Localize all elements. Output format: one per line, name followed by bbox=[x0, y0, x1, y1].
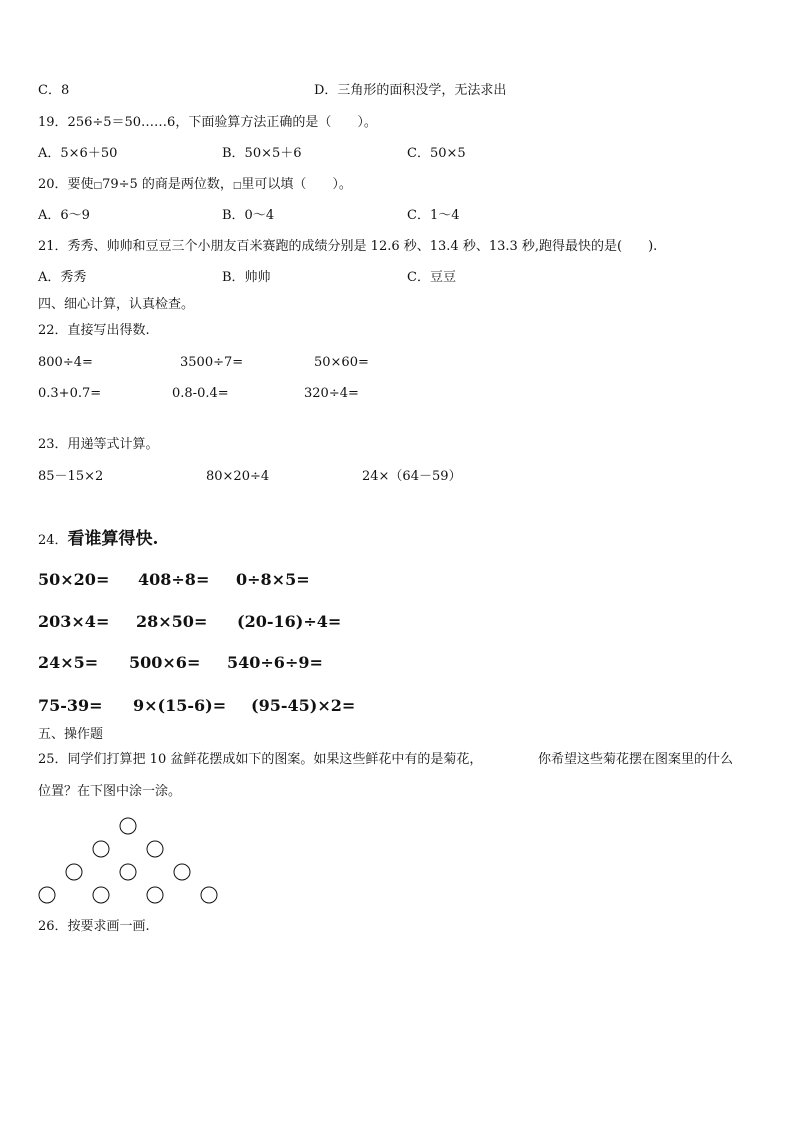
q24-title: 看谁算得快. bbox=[67, 529, 159, 549]
q20-stem-prefix: 20．要使 bbox=[38, 177, 94, 192]
blank-box-icon: □ bbox=[232, 181, 242, 191]
q24-number: 24． bbox=[38, 533, 68, 548]
q20-option-a: A．6～9 bbox=[38, 208, 90, 223]
q20-option-b: B．0～4 bbox=[222, 208, 275, 223]
flower-circle[interactable] bbox=[147, 841, 163, 857]
q20-option-c: C．1～4 bbox=[407, 208, 460, 223]
q23-item: 24×（64－59） bbox=[362, 469, 462, 484]
q24-item: 540÷6÷9= bbox=[227, 653, 323, 672]
blank-box-icon: □ bbox=[93, 181, 103, 191]
section-5-title: 五、操作题 bbox=[38, 727, 104, 742]
q18-option-c: C．8 bbox=[38, 83, 70, 98]
q23-item: 85－15×2 bbox=[38, 469, 104, 484]
flower-circle[interactable] bbox=[147, 887, 163, 903]
flower-circle[interactable] bbox=[120, 818, 136, 834]
q22-stem: 22．直接写出得数. bbox=[38, 323, 150, 338]
flower-circle[interactable] bbox=[39, 887, 55, 903]
q19-option-b: B．50×5＋6 bbox=[222, 146, 302, 161]
q24-item: (20-16)÷4= bbox=[237, 612, 342, 631]
q19-stem: 19．256÷5＝50……6，下面验算方法正确的是（ ）。 bbox=[38, 115, 377, 130]
q22-item: 320÷4= bbox=[304, 386, 359, 401]
q24-item: 9×(15-6)= bbox=[133, 696, 227, 715]
flower-circle[interactable] bbox=[201, 887, 217, 903]
q24-item: 75-39= bbox=[38, 696, 103, 715]
q25-text-line1b: 你希望这些菊花摆在图案里的什么 bbox=[538, 752, 734, 767]
q26-stem: 26．按要求画一画. bbox=[38, 919, 150, 934]
q23-stem: 23．用递等式计算。 bbox=[38, 437, 159, 452]
q24-item: 50×20= bbox=[38, 570, 110, 589]
q24-item: 28×50= bbox=[136, 612, 208, 631]
flower-circle[interactable] bbox=[93, 841, 109, 857]
q21-option-a: A．秀秀 bbox=[38, 270, 87, 285]
q20-stem-suffix: 里可以填（ ）。 bbox=[241, 177, 352, 192]
q24-item: 203×4= bbox=[38, 612, 110, 631]
q24-item: (95-45)×2= bbox=[251, 696, 356, 715]
flower-circle[interactable] bbox=[174, 864, 190, 880]
q23-item: 80×20÷4 bbox=[206, 469, 270, 484]
q22-item: 0.8-0.4= bbox=[172, 386, 229, 401]
q24-item: 408÷8= bbox=[138, 570, 210, 589]
flower-pattern bbox=[30, 812, 230, 912]
q24-item: 500×6= bbox=[129, 653, 201, 672]
flower-circle[interactable] bbox=[120, 864, 136, 880]
q19-option-c: C．50×5 bbox=[407, 146, 466, 161]
flower-circle[interactable] bbox=[93, 887, 109, 903]
q18-option-d: D．三角形的面积没学，无法求出 bbox=[314, 83, 507, 98]
q21-option-c: C．豆豆 bbox=[407, 270, 456, 285]
q22-item: 3500÷7= bbox=[180, 355, 244, 370]
flower-circle[interactable] bbox=[66, 864, 82, 880]
q25-text-line2: 位置？在下图中涂一涂。 bbox=[38, 784, 182, 799]
q25-text-line1a: 25．同学们打算把 10 盆鲜花摆成如下的图案。如果这些鲜花中有的是菊花， bbox=[38, 752, 483, 767]
section-4-title: 四、细心计算，认真检查。 bbox=[38, 297, 195, 312]
q21-option-b: B．帅帅 bbox=[222, 270, 271, 285]
q22-item: 800÷4= bbox=[38, 355, 93, 370]
q22-item: 0.3+0.7= bbox=[38, 386, 102, 401]
q24-heading bbox=[38, 529, 158, 549]
q22-item: 50×60= bbox=[314, 355, 369, 370]
q24-item: 0÷8×5= bbox=[236, 570, 310, 589]
q19-option-a: A．5×6＋50 bbox=[38, 146, 118, 161]
q20-stem-mid: 79÷5 的商是两位数， bbox=[102, 177, 233, 192]
q24-item: 24×5= bbox=[38, 653, 99, 672]
q20-stem bbox=[38, 177, 352, 194]
q21-stem: 21．秀秀、帅帅和豆豆三个小朋友百米赛跑的成绩分别是 12.6 秒、13.4 秒、13.3 秒,跑得最快的是( ). bbox=[38, 239, 658, 254]
